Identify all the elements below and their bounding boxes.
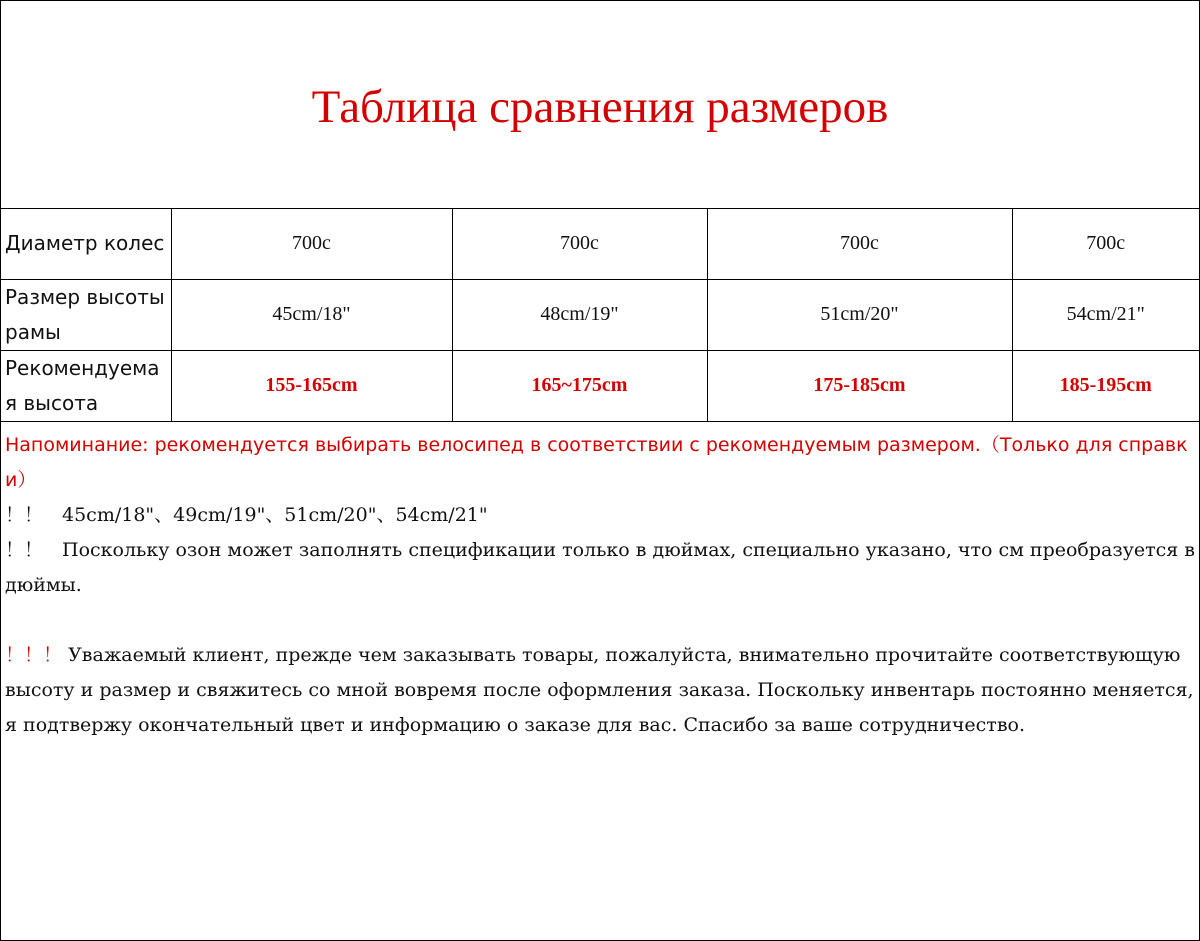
title-area — [1, 1, 1199, 209]
row-label-frame-size: Размер высоты рамы — [1, 279, 171, 350]
table-row-frame-size — [1, 279, 1199, 350]
table-cell-highlight: 185-195cm — [1012, 350, 1199, 421]
table-row-recommended-height — [1, 350, 1199, 421]
table-cell: 51cm/20" — [707, 279, 1012, 350]
notes-section — [1, 422, 1199, 743]
sizes-note: ！！ 45cm/18"、49cm/19"、51cm/20"、54cm/21" — [5, 503, 488, 526]
table-cell: 54cm/21" — [1012, 279, 1199, 350]
row-label-recommended-height: Рекомендуемая высота — [1, 350, 171, 421]
row-label-wheel-diameter: Диаметр колеc — [1, 209, 171, 279]
table-cell-highlight: 165~175cm — [452, 350, 707, 421]
table-cell: 700c — [1012, 209, 1199, 279]
table-cell: 45cm/18" — [171, 279, 452, 350]
table-cell: 700c — [171, 209, 452, 279]
table-cell: 48cm/19" — [452, 279, 707, 350]
table-row-wheel-diameter — [1, 209, 1199, 279]
table-cell: 700c — [452, 209, 707, 279]
table-cell: 700c — [707, 209, 1012, 279]
customer-note-text: Уважаемый клиент, прежде чем заказывать товары, пожалуйста, внимательно прочитайте соответствующую высоту и размер и свяжитесь со мной вовремя после оформления заказа. Поскольку инвентарь постоянно меняется, я подтвержу окончательный цвет и информацию о заказе для вас. Спасибо за ваше сотрудничество. — [5, 643, 1194, 736]
page-title: Таблица сравнения размеров — [311, 80, 889, 133]
spacer — [5, 603, 1195, 638]
customer-note — [5, 638, 1195, 743]
table-cell-highlight: 155-165cm — [171, 350, 452, 421]
reminder-note: Напоминание: рекомендуется выбирать велосипед в соответствии с рекомендуемым размером.（Только для справки） — [5, 433, 1188, 491]
table-cell-highlight: 175-185cm — [707, 350, 1012, 421]
ozon-note: ！！ Поскольку озон может заполнять спецификации только в дюймах, специально указано, что см преобразуется в дюймы. — [5, 538, 1196, 596]
alert-marks: ！！！ — [5, 643, 63, 666]
size-comparison-table — [1, 209, 1199, 422]
